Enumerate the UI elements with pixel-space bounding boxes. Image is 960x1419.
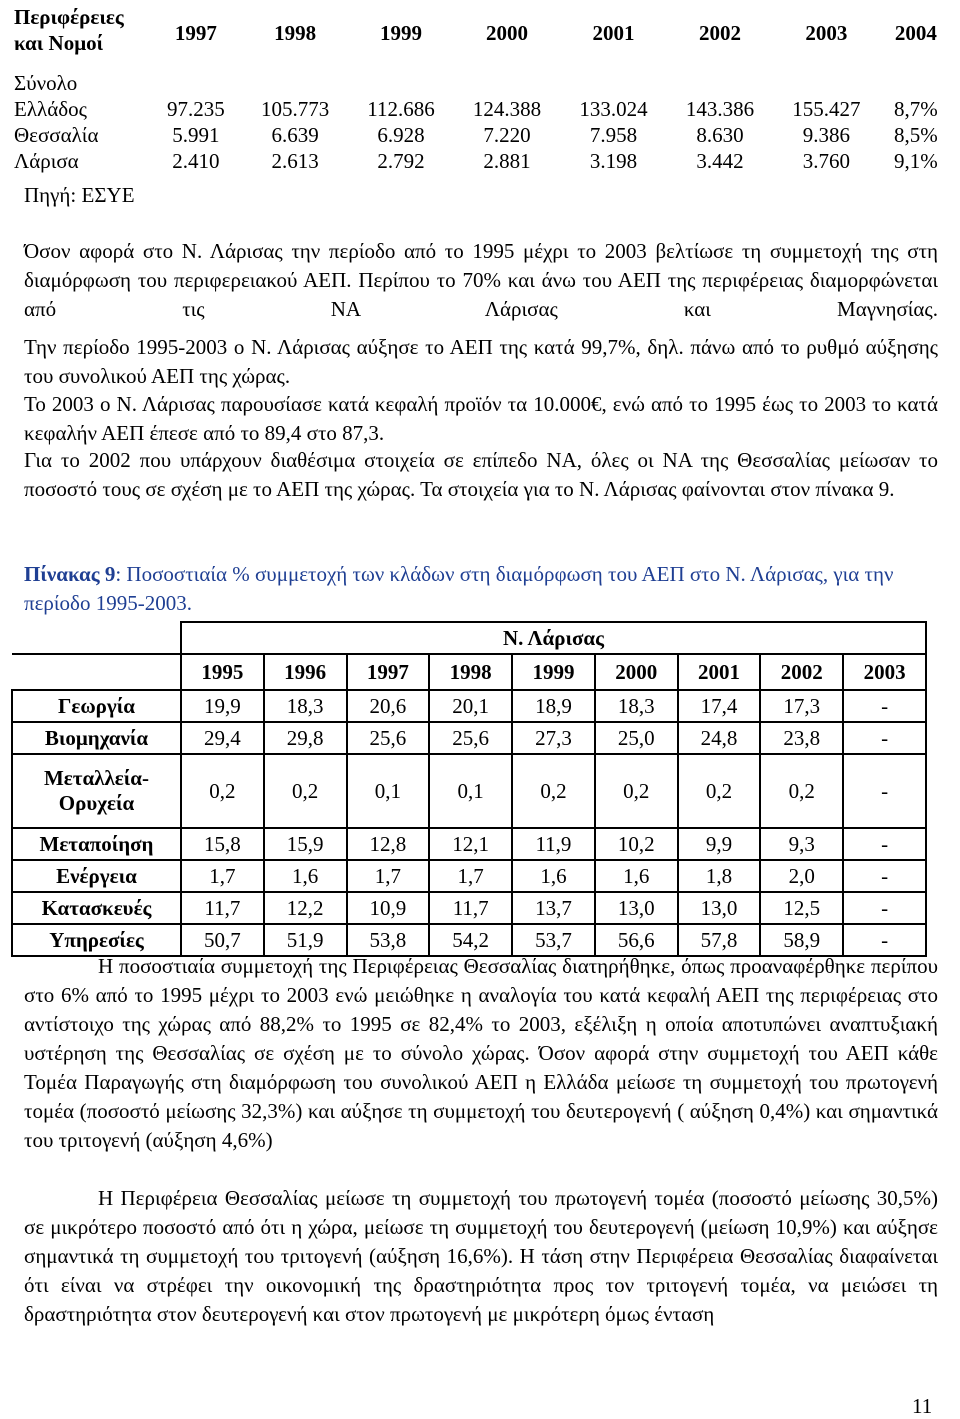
table-cell: 58,9 (760, 924, 843, 956)
table-cell: 13,7 (512, 892, 595, 924)
table-cell: 1,6 (595, 860, 678, 892)
gdp-table-header-cell: 1998 (274, 21, 317, 45)
table-cell: 5.991 (172, 123, 220, 147)
table-cell: 17,3 (760, 690, 843, 722)
table-cell: 8.630 (696, 123, 744, 147)
year-header: 1996 (264, 654, 347, 690)
table-cell: 29,8 (264, 722, 347, 754)
table-cell: 2.792 (377, 149, 425, 173)
table-cell: 124.388 (472, 97, 542, 121)
table-row (12, 828, 926, 860)
table-cell: 105.773 (260, 97, 330, 121)
table-cell: 10,2 (595, 828, 678, 860)
table-cell: 25,0 (595, 722, 678, 754)
table-cell: 1,6 (512, 860, 595, 892)
empty-cell (12, 622, 181, 654)
table-cell: 143.386 (685, 97, 755, 121)
year-header: 2000 (595, 654, 678, 690)
table-caption (24, 560, 938, 618)
table-cell: 15,8 (181, 828, 264, 860)
table-cell: 56,6 (595, 924, 678, 956)
table-cell: 53,7 (512, 924, 595, 956)
paragraph-text: Όσον αφορά στο Ν. Λάρισας την περίοδο από το 1995 μέχρι το 2003 βελτίωσε τη συμμετοχή της στη διαμόρφωση του περιφερειακού ΑΕΠ. Περίπου το 70% και άνω του ΑΕΠ της περιφέρειας διαμορφώνεται από τις ΝΑ Λάρισας και Μαγνησίας. (24, 239, 938, 321)
table-cell: 57,8 (678, 924, 761, 956)
table-cell: 23,8 (760, 722, 843, 754)
table-cell: 18,3 (595, 690, 678, 722)
row-label: Σύνολο Ελλάδος (14, 71, 87, 121)
table-cell: 17,4 (678, 690, 761, 722)
table-cell: 19,9 (181, 690, 264, 722)
table-cell: 54,2 (429, 924, 512, 956)
table-cell: 7.220 (483, 123, 531, 147)
year-header: 1995 (181, 654, 264, 690)
sector-label: Ενέργεια (12, 860, 181, 892)
sector-label: Υπηρεσίες (12, 924, 181, 956)
gdp-table-header-cell: Περιφέρειες και Νομοί (14, 5, 124, 55)
gdp-table-header-cell: 2002 (698, 21, 741, 45)
table-cell: 0,2 (760, 754, 843, 828)
table-cell: 24,8 (678, 722, 761, 754)
table-cell: 0,2 (678, 754, 761, 828)
table-cell: 2,0 (760, 860, 843, 892)
row-label: Λάρισα (14, 149, 79, 173)
gdp-table-header-cell: 1999 (380, 21, 423, 45)
gdp-table-header-row (10, 0, 952, 66)
gdp-table-header-cell: 2000 (485, 21, 528, 45)
paragraph-text: Για το 2002 που υπάρχουν διαθέσιμα στοιχεία σε επίπεδο ΝΑ, όλες οι ΝΑ της Θεσσαλίας μείωσαν το ποσοστό τους σε σχέση με το ΑΕΠ της χώρας. Τα στοιχεία για το Ν. Λάρισας φαίνονται στον πίνακα 9. (24, 448, 938, 501)
table-cell: 2.881 (483, 149, 531, 173)
table-cell: 18,3 (264, 690, 347, 722)
year-header: 2001 (678, 654, 761, 690)
table-cell: 3.442 (696, 149, 744, 173)
table-row (12, 722, 926, 754)
table-cell: - (843, 892, 926, 924)
table-cell: 3.760 (802, 149, 851, 173)
table-caption-text: : Ποσοστιαία % συμμετοχή των κλάδων στη διαμόρφωση του ΑΕΠ στο Ν. Λάρισας, για την περίοδο 1995-2003. (24, 562, 894, 615)
table-cell: 0,2 (512, 754, 595, 828)
table-cell: 3.198 (589, 149, 638, 173)
year-header: 1998 (429, 654, 512, 690)
table-cell: 20,1 (429, 690, 512, 722)
table-cell: 1,7 (181, 860, 264, 892)
table-row (10, 148, 952, 174)
table-source: Πηγή: ΕΣΥΕ (24, 183, 135, 207)
paragraph (24, 1184, 938, 1329)
gdp-table (10, 0, 952, 174)
paragraph-text: Την περίοδο 1995-2003 ο Ν. Λάρισας αύξησε το ΑΕΠ της κατά 99,7%, δηλ. πάνω από το ρυθμό αύξησης του συνολικού ΑΕΠ της χώρας. (24, 335, 938, 388)
sector-label: Γεωργία (12, 690, 181, 722)
table-cell: 8,7% (893, 97, 938, 121)
table-cell: 13,0 (595, 892, 678, 924)
table-cell: 12,8 (347, 828, 430, 860)
gdp-table-header-cell: 2001 (592, 21, 635, 45)
table-cell: 155.427 (792, 97, 861, 121)
table-cell: 12,2 (264, 892, 347, 924)
table-cell: 1,7 (347, 860, 430, 892)
table-cell: 29,4 (181, 722, 264, 754)
table-row (10, 122, 952, 148)
table-cell: 12,1 (429, 828, 512, 860)
table-row (12, 754, 926, 828)
gdp-table-header-cell: 2004 (894, 21, 937, 45)
table-cell: - (843, 828, 926, 860)
table-row (10, 66, 952, 122)
table-cell: 9,9 (678, 828, 761, 860)
table-cell: - (843, 690, 926, 722)
sector-label: Μεταποίηση (12, 828, 181, 860)
gdp-table-header-cell: 1997 (174, 21, 217, 45)
sector-label: Μεταλλεία-Ορυχεία (12, 754, 181, 828)
table-cell: 20,6 (347, 690, 430, 722)
page-number: 11 (912, 1394, 933, 1418)
empty-cell (12, 654, 181, 690)
table-cell: 11,7 (429, 892, 512, 924)
table-cell: 9,3 (760, 828, 843, 860)
table-cell: 0,2 (595, 754, 678, 828)
table-cell: 1,6 (264, 860, 347, 892)
table-cell: 11,7 (181, 892, 264, 924)
paragraph (24, 446, 938, 504)
table-cell: 50,7 (181, 924, 264, 956)
table-cell: 11,9 (512, 828, 595, 860)
sector-table-year-row (12, 654, 926, 690)
paragraph-text: Η Περιφέρεια Θεσσαλίας μείωσε τη συμμετοχή του πρωτογενή τομέα (ποσοστό μείωσης 30,5%) σε μικρότερο ποσοστό από ότι η χώρα, μείωσε τη συμμετοχή του δευτερογενή (μείωση 10,9%) και αύξησε σημαντικά τη συμμετοχή του τριτογενή (αύξηση 16,6%). Η τάση στην Περιφέρεια Θεσσαλίας διαφαίνεται ότι είναι να στρέφει την οικονομική της δραστηριότητα προς τον τριτογενή τομέα, να μειώσει τη δραστηριότητα στον δευτερογενή και στον πρωτογενή με μικρότερη όμως ένταση (24, 1186, 938, 1326)
table-cell: 1,8 (678, 860, 761, 892)
table-cell: 51,9 (264, 924, 347, 956)
table-cell: 6.639 (271, 123, 319, 147)
table-cell: - (843, 754, 926, 828)
table-cell: 133.024 (579, 97, 648, 121)
paragraph-text: Η ποσοστιαία συμμετοχή της Περιφέρειας Θεσσαλίας διατηρήθηκε, όπως προαναφέρθηκε περίπου στο 6% από το 1995 μέχρι το 2003 ενώ μειώθηκε η αναλογία του κατά κεφαλή ΑΕΠ της περιφέρειας στο αντίστοιχο της χώρας από 88,2% το 1995 σε 82,4% το 2003, εξέλιξη η οποία αποτυπώνει αναπτυξιακή υστέρηση της Θεσσαλίας σε σχέση με το σύνολο χώρας. Όσον αφορά στην συμμετοχή του ΑΕΠ κάθε Τομέα Παραγωγής στη διαμόρφωση του συνολικού ΑΕΠ η Ελλάδα μείωσε τη συμμετοχή του πρωτογενή τομέα (ποσοστό μείωσης 32,3%) και αύξησε τη συμμετοχή του δευτερογενή ( αύξηση 0,4%) και σημαντικά του τριτογενή (αύξηση 4,6%) (24, 954, 938, 1152)
table-cell: 18,9 (512, 690, 595, 722)
table-cell: 13,0 (678, 892, 761, 924)
table-cell: 0,2 (264, 754, 347, 828)
paragraph (24, 333, 938, 391)
paragraph (24, 952, 938, 1155)
table-cell: 0,1 (429, 754, 512, 828)
sector-table-title: Ν. Λάρισας (181, 622, 926, 654)
sector-label: Κατασκευές (12, 892, 181, 924)
table-cell: 25,6 (429, 722, 512, 754)
table-cell: 0,1 (347, 754, 430, 828)
sector-label: Βιομηχανία (12, 722, 181, 754)
year-header: 2002 (760, 654, 843, 690)
table-row (12, 860, 926, 892)
table-row (12, 690, 926, 722)
table-cell: 2.410 (172, 149, 220, 173)
table-cell: 97.235 (167, 97, 225, 121)
table-cell: 2.613 (271, 149, 319, 173)
table-cell: 112.686 (367, 97, 435, 121)
table-cell: 6.928 (377, 123, 425, 147)
table-cell: 25,6 (347, 722, 430, 754)
table-row (12, 892, 926, 924)
table-cell: 10,9 (347, 892, 430, 924)
table-cell: 0,2 (181, 754, 264, 828)
table-caption-label: Πίνακας 9 (24, 562, 116, 586)
paragraph (24, 237, 938, 324)
paragraph (24, 390, 938, 448)
table-cell: - (843, 924, 926, 956)
sector-share-table (11, 621, 927, 957)
table-cell: - (843, 722, 926, 754)
year-header: 2003 (843, 654, 926, 690)
row-label: Θεσσαλία (14, 123, 99, 147)
table-cell: 15,9 (264, 828, 347, 860)
table-cell: 9.386 (802, 123, 851, 147)
table-cell: 27,3 (512, 722, 595, 754)
table-cell: 1,7 (429, 860, 512, 892)
table-cell: 7.958 (589, 123, 638, 147)
year-header: 1997 (347, 654, 430, 690)
table-cell: 53,8 (347, 924, 430, 956)
year-header: 1999 (512, 654, 595, 690)
table-cell: 8,5% (893, 123, 938, 147)
gdp-table-header-cell: 2003 (805, 21, 848, 45)
table-cell: - (843, 860, 926, 892)
paragraph-text: Το 2003 ο Ν. Λάρισας παρουσίασε κατά κεφαλή προϊόν τα 10.000€, ενώ από το 1995 έως το 2003 το κατά κεφαλήν ΑΕΠ έπεσε από το 89,4 στο 87,3. (24, 392, 938, 445)
sector-table-title-row (12, 622, 926, 654)
table-cell: 9,1% (893, 149, 938, 173)
table-cell: 12,5 (760, 892, 843, 924)
